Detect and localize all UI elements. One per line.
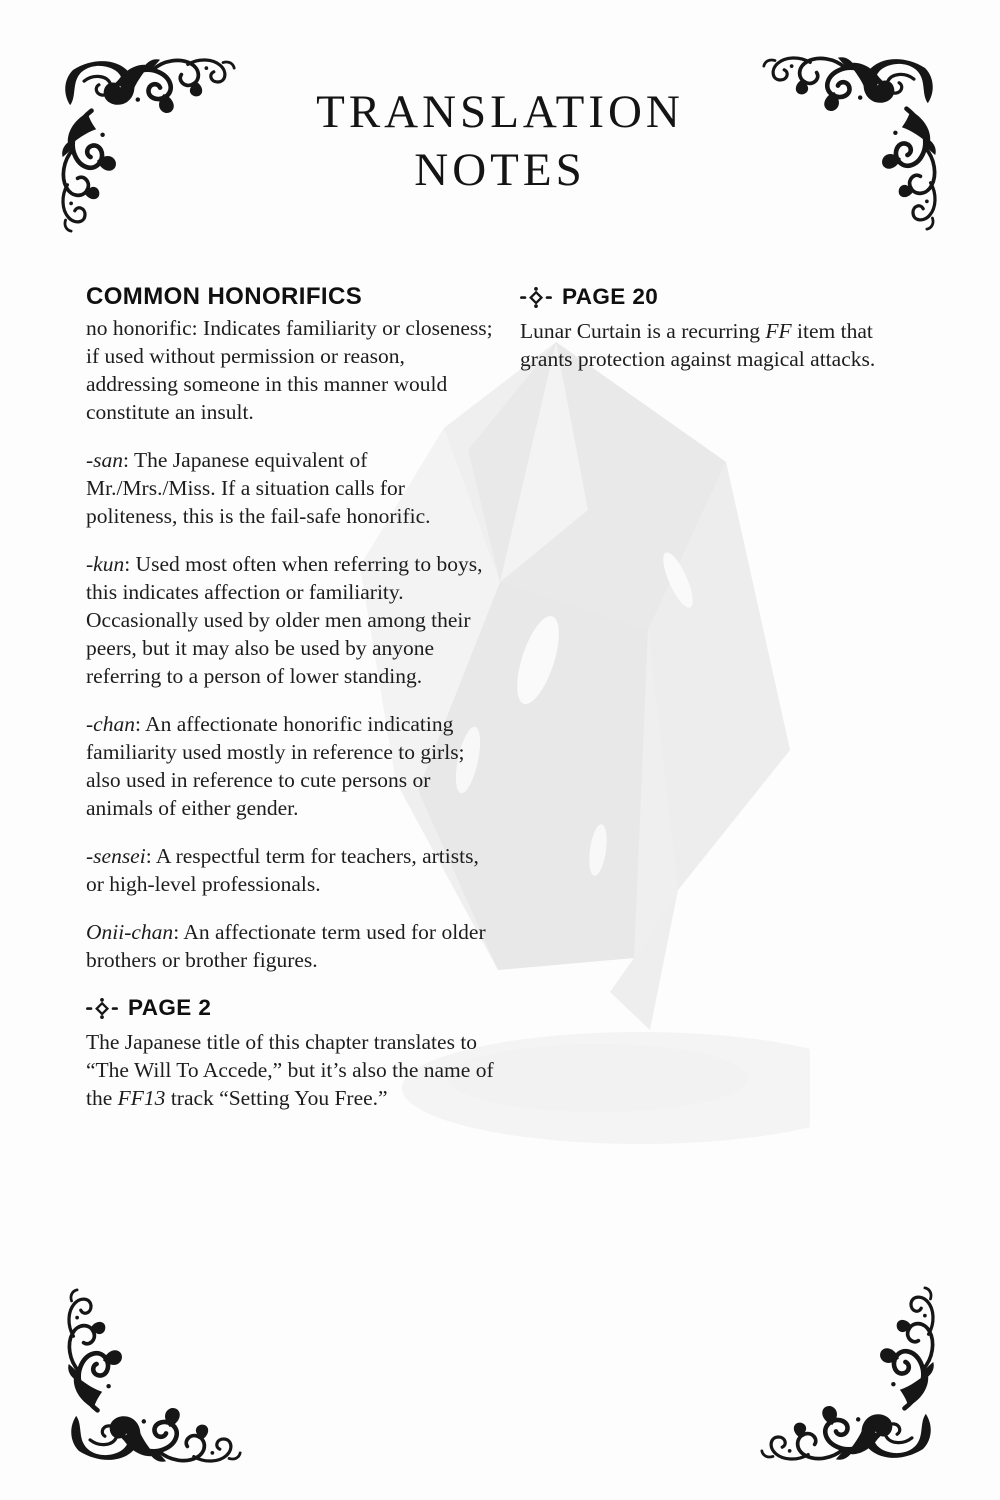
page-heading-label: PAGE 2	[128, 995, 212, 1020]
entry-body: : A respectful term for teachers, artists, or high-level professionals.	[86, 844, 479, 896]
left-column	[86, 283, 494, 1132]
page-marker-icon	[520, 286, 552, 309]
note-italic: FF13	[117, 1086, 166, 1110]
note-text: Lunar Curtain is a recurring	[520, 319, 766, 343]
honorific-entry-kun	[86, 550, 494, 690]
page-marker-icon	[86, 997, 118, 1020]
honorific-term: -kun	[86, 552, 125, 576]
honorific-entry-onii-chan	[86, 918, 494, 974]
page-title-line1: TRANSLATION	[316, 86, 684, 138]
honorifics-heading: COMMON HONORIFICS	[86, 283, 363, 310]
entry-body: no honorific: Indicates familiarity or closeness; if used without permission or reason, addressing someone in this manner would constitute an insult.	[86, 316, 493, 424]
page-20-heading	[520, 283, 928, 311]
page-title-line2: NOTES	[414, 143, 586, 196]
page-heading-label: PAGE 20	[562, 284, 659, 309]
honorific-entry-san	[86, 446, 494, 530]
entry-body: : An affectionate term used for older brothers or brother figures.	[86, 920, 486, 972]
page-2-note	[86, 1028, 494, 1112]
honorific-term: -sensei	[86, 844, 146, 868]
honorific-term: -chan	[86, 712, 135, 736]
page-title	[0, 84, 1000, 200]
entry-body: : Used most often when referring to boys, this indicates affection or familiarity. Occasionally used by older men among their peers, but it may also be used by anyone referring to a person of lower standing.	[86, 552, 483, 688]
note-text: The Japanese title of this chapter translates to “The Will To Accede,” but it’s also the name of the	[86, 1030, 494, 1110]
note-text: item that grants protection against magical attacks.	[520, 319, 876, 371]
entry-body: : The Japanese equivalent of Mr./Mrs./Miss. If a situation calls for politeness, this is the fail-safe honorific.	[86, 448, 431, 528]
corner-flourish-bottom-left	[66, 1288, 242, 1464]
note-text: track “Setting You Free.”	[165, 1086, 388, 1110]
page-20-note	[520, 317, 928, 373]
page-2-heading	[86, 994, 494, 1022]
honorific-term: Onii-chan	[86, 920, 174, 944]
corner-flourish-bottom-right	[760, 1286, 936, 1462]
honorific-entry-no-honorific	[86, 314, 494, 426]
honorific-entry-chan	[86, 710, 494, 822]
honorific-term: -san	[86, 448, 124, 472]
entry-body: : An affectionate honorific indicating familiarity used mostly in reference to girls; also used in reference to cute persons or animals of either gender.	[86, 712, 465, 820]
note-italic: FF	[765, 319, 792, 343]
right-column	[520, 283, 928, 393]
honorific-entry-sensei	[86, 842, 494, 898]
